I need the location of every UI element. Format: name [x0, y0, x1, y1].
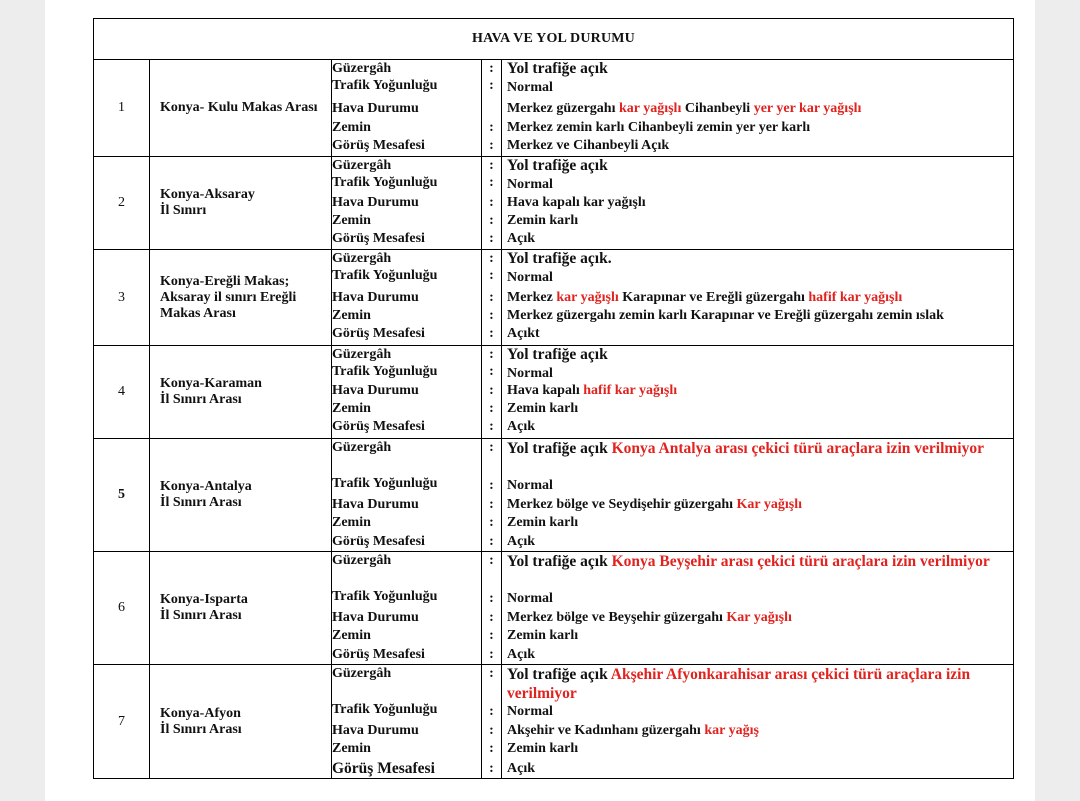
route-name-text: İl Sınırı: [160, 203, 207, 218]
colon: :: [489, 628, 494, 643]
colon: :: [489, 761, 494, 776]
guzergah-text: Yol trafiğe açık: [507, 666, 611, 683]
label-guzergah: Güzergâh: [332, 61, 392, 76]
hava-text: Cihanbeyli: [681, 101, 754, 116]
route-name-text: Aksaray il sınırı Ereğli: [160, 289, 297, 305]
value-zemin: Merkez güzergahı zemin karlı Karapınar ve Ereğli güzergahı zemin ıslak: [507, 308, 944, 323]
label-hava: Hava Durumu: [332, 723, 419, 738]
field-labels: [332, 552, 482, 665]
table-row: [94, 665, 1014, 779]
colon: :: [489, 120, 494, 135]
colon: :: [489, 364, 494, 379]
hava-highlight: kar yağış: [704, 723, 759, 738]
value-zemin: Zemin karlı: [507, 741, 579, 756]
route-name: [150, 439, 332, 552]
colon: :: [489, 440, 494, 455]
value-trafik: Normal: [507, 177, 553, 192]
route-name: [150, 157, 332, 250]
label-trafik: Trafik Yoğunluğu: [332, 702, 438, 717]
weather-road-table: [93, 18, 1014, 779]
colon: :: [489, 704, 494, 719]
colon: :: [489, 553, 494, 568]
hava-text: Akşehir ve Kadınhanı güzergahı: [507, 723, 705, 738]
value-guzergah: Yol trafiğe açık: [507, 157, 608, 174]
guzergah-text: Yol trafiğe açık: [507, 440, 612, 457]
colon: :: [489, 290, 494, 305]
row-number: 6: [94, 552, 150, 665]
guzergah-highlight: Konya Antalya arası çekici türü araçlara izin verilmiyor: [611, 440, 984, 457]
hava-text: Merkez: [507, 290, 557, 305]
field-values: [502, 439, 1014, 552]
colon-column: [482, 346, 502, 439]
document-page: [45, 0, 1035, 801]
colon: :: [489, 515, 494, 530]
label-gorus: Görüş Mesafesi: [332, 326, 425, 341]
value-hava: [502, 382, 1013, 400]
guzergah-text: Yol trafiğe açık: [507, 553, 612, 570]
label-guzergah: Güzergâh: [332, 251, 392, 266]
route-name-text: İl Sınırı Arası: [160, 392, 242, 407]
colon-column: [482, 250, 502, 346]
field-labels: [332, 439, 482, 552]
field-values: [502, 665, 1014, 779]
colon: :: [489, 647, 494, 662]
label-gorus: Görüş Mesafesi: [332, 138, 425, 153]
hava-text: Merkez güzergahı: [507, 101, 619, 116]
row-number: 3: [94, 250, 150, 346]
colon: :: [489, 78, 494, 93]
colon: :: [489, 497, 494, 512]
value-zemin: Merkez zemin karlı Cihanbeyli zemin yer yer karlı: [507, 120, 811, 135]
label-guzergah: Güzergâh: [332, 666, 392, 681]
value-guzergah: Yol trafiğe açık: [507, 346, 608, 363]
value-guzergah: [502, 665, 1013, 703]
label-trafik: Trafik Yoğunluğu: [332, 175, 438, 190]
colon-column: [482, 552, 502, 665]
guzergah-highlight: Akşehir Afyonkarahisar arası çekici türü araçlara izin verilmiyor: [507, 666, 971, 702]
route-name: [150, 665, 332, 779]
value-hava: Hava kapalı kar yağışlı: [507, 195, 646, 210]
route-name-text: Konya-Antalya: [160, 479, 252, 494]
table-row: [94, 552, 1014, 665]
field-values: [502, 60, 1014, 157]
label-hava: Hava Durumu: [332, 101, 419, 116]
label-trafik: Trafik Yoğunluğu: [332, 589, 438, 604]
colon: :: [489, 534, 494, 549]
label-trafik: Trafik Yoğunluğu: [332, 364, 438, 379]
label-gorus: Görüş Mesafesi: [332, 760, 435, 777]
label-guzergah: Güzergâh: [332, 347, 392, 362]
table-row: [94, 60, 1014, 157]
label-zemin: Zemin: [332, 120, 371, 135]
colon: :: [489, 251, 494, 266]
value-zemin: Zemin karlı: [507, 628, 579, 643]
colon-column: [482, 439, 502, 552]
colon-column: [482, 665, 502, 779]
hava-highlight: kar yağışlı: [556, 290, 619, 305]
value-trafik: Normal: [507, 80, 553, 95]
value-gorus: Açık: [507, 761, 535, 776]
label-trafik: Trafik Yoğunluğu: [332, 268, 438, 283]
field-labels: [332, 157, 482, 250]
colon: :: [489, 175, 494, 190]
value-gorus: Açık: [507, 419, 535, 434]
label-hava: Hava Durumu: [332, 290, 419, 305]
value-zemin: Zemin karlı: [507, 401, 579, 416]
route-name: [150, 346, 332, 439]
field-values: [502, 552, 1014, 665]
value-zemin: Zemin karlı: [507, 515, 579, 530]
value-trafik: Normal: [507, 591, 553, 606]
label-zemin: Zemin: [332, 308, 371, 323]
colon: :: [489, 741, 494, 756]
table-row: [94, 439, 1014, 552]
colon: :: [489, 666, 494, 681]
field-labels: [332, 250, 482, 346]
label-zemin: Zemin: [332, 741, 371, 756]
value-trafik: Normal: [507, 366, 553, 381]
label-gorus: Görüş Mesafesi: [332, 534, 425, 549]
colon: :: [489, 138, 494, 153]
field-values: [502, 346, 1014, 439]
value-hava: [502, 722, 1013, 740]
table-row: [94, 346, 1014, 439]
row-number: 2: [94, 157, 150, 250]
label-guzergah: Güzergâh: [332, 158, 392, 173]
value-gorus: Açık: [507, 231, 535, 246]
table-title-row: [94, 19, 1014, 60]
colon: :: [489, 347, 494, 362]
label-guzergah: Güzergâh: [332, 440, 392, 455]
guzergah-highlight: Konya Beyşehir arası çekici türü araçlara izin verilmiyor: [611, 553, 990, 570]
label-hava: Hava Durumu: [332, 195, 419, 210]
hava-highlight: Kar yağışlı: [726, 610, 792, 625]
value-hava: [502, 609, 1013, 627]
label-zemin: Zemin: [332, 401, 371, 416]
value-gorus: Merkez ve Cihanbeyli Açık: [507, 138, 670, 153]
table-row: [94, 250, 1014, 346]
colon: :: [489, 610, 494, 625]
route-name-text: İl Sınırı Arası: [160, 721, 242, 737]
colon: :: [489, 308, 494, 323]
colon-column: [482, 157, 502, 250]
label-gorus: Görüş Mesafesi: [332, 647, 425, 662]
value-gorus: Açık: [507, 534, 535, 549]
route-name-text: Konya-Ereğli Makas;: [160, 273, 290, 289]
colon: :: [489, 401, 494, 416]
label-trafik: Trafik Yoğunluğu: [332, 476, 438, 491]
hava-text: Merkez bölge ve Seydişehir güzergahı: [507, 497, 737, 512]
row-number: 5: [94, 439, 150, 552]
colon: :: [489, 478, 494, 493]
value-gorus: Açıkt: [507, 326, 540, 341]
label-hava: Hava Durumu: [332, 497, 419, 512]
label-guzergah: Güzergâh: [332, 553, 392, 568]
field-labels: [332, 346, 482, 439]
hava-text: Hava kapalı: [507, 383, 584, 398]
hava-highlight: hafif kar yağışlı: [583, 383, 678, 398]
colon: :: [489, 213, 494, 228]
route-name-text: Konya-Isparta: [160, 592, 248, 607]
hava-text: Karapınar ve Ereğli güzergahı: [618, 290, 809, 305]
colon: :: [489, 591, 494, 606]
value-trafik: Normal: [507, 270, 553, 285]
label-hava: Hava Durumu: [332, 610, 419, 625]
table-title: HAVA VE YOL DURUMU: [94, 19, 1014, 60]
route-name-text: Makas Arası: [160, 305, 236, 321]
value-gorus: Açık: [507, 647, 535, 662]
hava-highlight: kar yağışlı: [618, 101, 682, 116]
colon-column: [482, 60, 502, 157]
table-row: [94, 157, 1014, 250]
value-guzergah: Yol trafiğe açık.: [507, 250, 612, 267]
value-guzergah: [502, 552, 1013, 571]
field-values: [502, 157, 1014, 250]
colon: :: [489, 419, 494, 434]
hava-highlight: Kar yağışlı: [736, 497, 803, 512]
route-name-text: Konya- Kulu Makas Arası: [160, 100, 318, 115]
field-labels: [332, 60, 482, 157]
value-zemin: Zemin karlı: [507, 213, 579, 228]
colon: :: [489, 158, 494, 173]
hava-highlight: yer yer kar yağışlı: [753, 101, 862, 116]
field-values: [502, 250, 1014, 346]
value-hava: [502, 100, 1013, 118]
colon: :: [489, 231, 494, 246]
value-guzergah: [502, 439, 1013, 458]
value-trafik: Normal: [507, 704, 553, 719]
route-name-text: Konya-Afyon: [160, 705, 241, 721]
row-number: 7: [94, 665, 150, 779]
label-trafik: Trafik Yoğunluğu: [332, 78, 438, 93]
row-number: 1: [94, 60, 150, 157]
route-name-text: İl Sınırı Arası: [160, 495, 242, 510]
field-labels: [332, 665, 482, 779]
route-name: [150, 552, 332, 665]
label-hava: Hava Durumu: [332, 383, 419, 398]
label-zemin: Zemin: [332, 213, 371, 228]
route-name-text: Konya-Karaman: [160, 376, 262, 391]
route-name-text: İl Sınırı Arası: [160, 608, 242, 623]
colon: :: [489, 61, 494, 76]
label-gorus: Görüş Mesafesi: [332, 419, 425, 434]
value-hava: [502, 289, 1013, 307]
hava-text: Merkez bölge ve Beyşehir güzergahı: [507, 610, 727, 625]
colon: :: [489, 195, 494, 210]
colon: :: [489, 268, 494, 283]
value-hava: [502, 496, 1013, 514]
label-gorus: Görüş Mesafesi: [332, 231, 425, 246]
route-name: [150, 250, 332, 346]
value-guzergah: Yol trafiğe açık: [507, 60, 608, 77]
label-zemin: Zemin: [332, 515, 371, 530]
value-trafik: Normal: [507, 478, 553, 493]
row-number: 4: [94, 346, 150, 439]
route-name-text: Konya-Aksaray: [160, 187, 255, 202]
route-name: [150, 60, 332, 157]
colon: :: [489, 326, 494, 341]
hava-highlight: hafif kar yağışlı: [808, 290, 903, 305]
label-zemin: Zemin: [332, 628, 371, 643]
colon: :: [489, 383, 494, 398]
colon: :: [489, 723, 494, 738]
